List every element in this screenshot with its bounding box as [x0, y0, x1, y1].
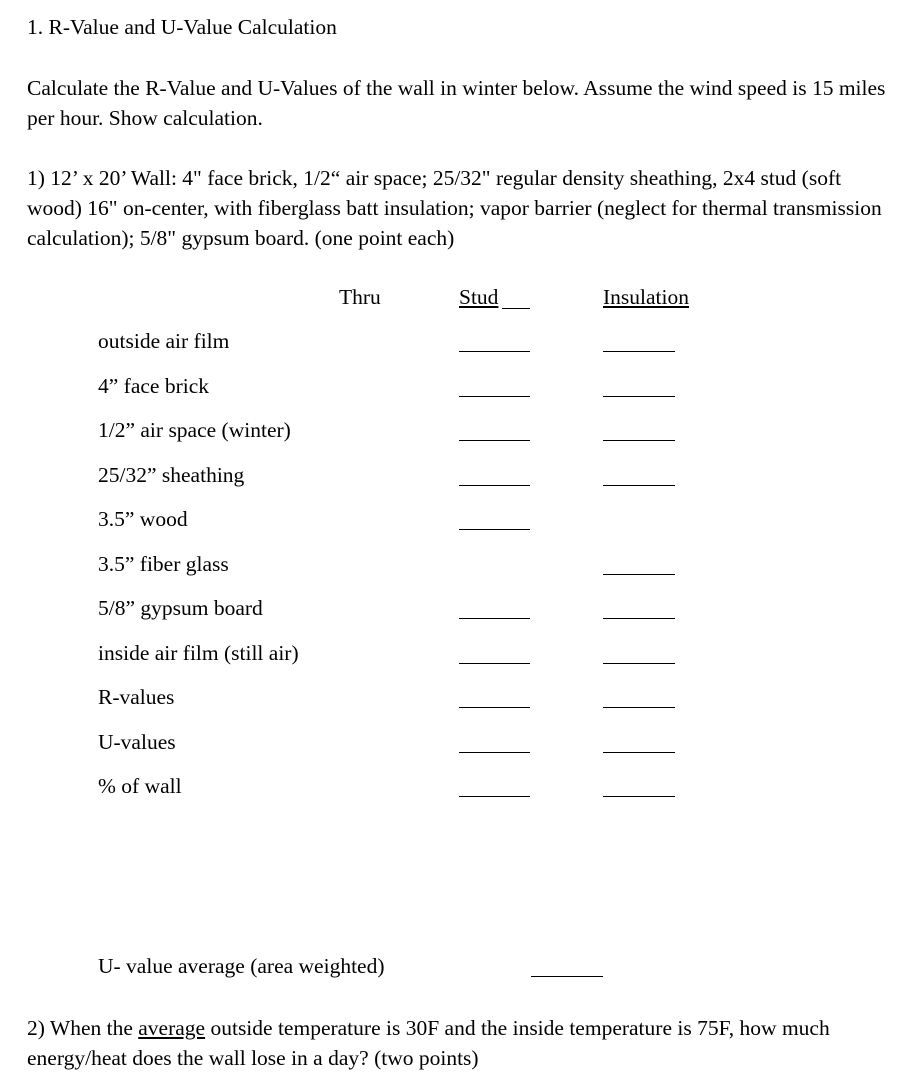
stud-answer-blank[interactable]	[459, 529, 530, 530]
stud-answer-blank[interactable]	[459, 440, 530, 441]
u-average-label: U- value average (area weighted)	[98, 954, 385, 978]
row-label: inside air film (still air)	[98, 640, 299, 665]
u-average-blank[interactable]	[531, 976, 603, 977]
problem-1-text: 1) 12’ x 20’ Wall: 4" face brick, 1/2“ air space; 25/32" regular density sheathing, 2x4 stud (soft wood) 16" on-center, with fiberglass batt insulation; vapor barrier (neglect for thermal transmission calculation); 5/8" gypsum board. (one point each)	[27, 166, 882, 250]
stud-answer-blank[interactable]	[459, 707, 530, 708]
insulation-answer-blank[interactable]	[603, 396, 675, 397]
problem-2-average-word: average	[138, 1016, 206, 1040]
problem-2-prefix: 2) When the	[27, 1016, 139, 1040]
row-label: 3.5” wood	[98, 507, 188, 531]
row-label: 4” face brick	[98, 373, 210, 398]
stud-answer-blank[interactable]	[459, 663, 530, 664]
insulation-answer-blank[interactable]	[603, 618, 675, 619]
insulation-answer-blank[interactable]	[603, 485, 675, 486]
problem-2-suffix: outside temperature is 30F and the inside temperature is 75F, how much energy/heat does the wall lose in a day? (two points)	[27, 1016, 830, 1070]
insulation-answer-blank[interactable]	[603, 752, 675, 753]
row-label: outside air film	[98, 329, 230, 353]
header-thru: Thru	[339, 285, 381, 309]
insulation-answer-blank[interactable]	[603, 351, 675, 352]
row-label: 1/2” air space (winter)	[98, 418, 291, 442]
stud-answer-blank[interactable]	[459, 485, 530, 486]
instructions-paragraph: Calculate the R-Value and U-Values of the wall in winter below. Assume the wind speed is 15 miles per hour. Show calculation.	[27, 76, 886, 130]
stud-answer-blank[interactable]	[459, 752, 530, 753]
section-title: 1. R-Value and U-Value Calculation	[27, 15, 337, 39]
row-label: 25/32” sheathing	[98, 462, 245, 487]
row-label: U-values	[98, 729, 176, 754]
stud-answer-blank[interactable]	[459, 796, 530, 797]
insulation-answer-blank[interactable]	[603, 440, 675, 441]
header-stud-underline	[502, 308, 530, 309]
header-insulation: Insulation	[603, 285, 689, 309]
stud-answer-blank[interactable]	[459, 396, 530, 397]
stud-answer-blank[interactable]	[459, 351, 530, 352]
insulation-answer-blank[interactable]	[603, 574, 675, 575]
insulation-answer-blank[interactable]	[603, 796, 675, 797]
header-stud: Stud	[459, 285, 499, 309]
row-label: 3.5” fiber glass	[98, 551, 229, 576]
problem-2-text	[27, 1013, 897, 1073]
insulation-answer-blank[interactable]	[603, 663, 675, 664]
row-label: % of wall	[98, 774, 182, 798]
stud-answer-blank[interactable]	[459, 618, 530, 619]
row-label: R-values	[98, 685, 175, 709]
insulation-answer-blank[interactable]	[603, 707, 675, 708]
row-label: 5/8” gypsum board	[98, 596, 263, 620]
